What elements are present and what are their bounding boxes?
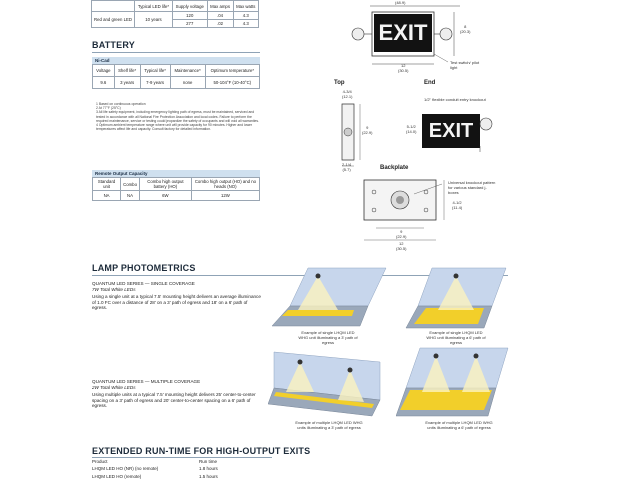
exit-text: EXIT bbox=[378, 20, 428, 45]
time: 1.5 hours bbox=[199, 474, 218, 479]
dim-value: 9 bbox=[366, 125, 369, 130]
end-view-label: End bbox=[424, 80, 436, 86]
th-amps: Max amps bbox=[207, 1, 233, 12]
note: 2 At 77°F (25°C) bbox=[96, 106, 121, 111]
backplate-label: Backplate bbox=[380, 165, 409, 171]
product: LHQM LED HO (NR) (no remote) bbox=[92, 466, 159, 471]
photometrics-title: LAMP PHOTOMETRICS bbox=[92, 263, 196, 273]
th: Standard unit bbox=[93, 178, 121, 191]
note: 3 All life safety equipment, including emergency lighting path of egress, must be maintained, serviced and tested in accordance with all National Fire Protection Association and local codes. Failure to perform the required maintenance, service or testing could jeopardize the safety of occupants and will void all warranties. bbox=[96, 110, 260, 123]
dim-value: (12.1) bbox=[342, 94, 353, 99]
cell: 4.3 bbox=[233, 12, 258, 20]
bp-w2-dim bbox=[396, 241, 406, 251]
test-switch-label: Test switch/ pilot light bbox=[450, 60, 480, 70]
photometric-illustration-multi-3ft bbox=[268, 348, 386, 418]
top-d1-dim bbox=[342, 89, 352, 99]
cell: .02 bbox=[207, 20, 233, 28]
cell: 12W bbox=[191, 191, 259, 201]
runtime-header bbox=[92, 459, 272, 465]
end-h-dim bbox=[406, 124, 416, 134]
row-life: 10 years bbox=[135, 12, 173, 28]
single-sub: 7W Total White LEDs bbox=[92, 287, 136, 292]
runtime-title: EXTENDED RUN-TIME FOR HIGH-OUTPUT EXITS bbox=[92, 446, 311, 456]
dim-value: 8 bbox=[464, 24, 467, 29]
caption-3: Example of multiple LHQM LED WHG units illuminating a 3' path of egress bbox=[295, 420, 363, 430]
single-title: QUANTUM LED SERIES — SINGLE COVERAGE bbox=[92, 281, 195, 286]
th: Shelf life* bbox=[114, 65, 140, 77]
front-height-dim bbox=[460, 24, 470, 34]
dim-value: 12 bbox=[401, 63, 406, 68]
multi-desc: Using multiple units at a typical 7.5' mounting height delivers 25' center-to-center spacing on a 3' path of egress and 20' center-to-center spacing on a 6' path of egress. bbox=[92, 392, 256, 409]
top-spec-table bbox=[91, 0, 259, 28]
remote-output-table bbox=[92, 170, 260, 201]
cell: 120 bbox=[172, 12, 207, 20]
th: Maintenance* bbox=[170, 65, 205, 77]
note: 1 Based on continuous operation bbox=[96, 102, 146, 106]
cell: 3 years bbox=[114, 77, 140, 89]
dim-value: (22.9) bbox=[396, 234, 407, 239]
dim-value: 4-1/2 bbox=[452, 200, 462, 205]
th: Typical life* bbox=[140, 65, 170, 77]
top-d2-dim bbox=[342, 162, 351, 172]
knockout-note: 1/2" flexible conduit entry knockout bbox=[424, 97, 486, 102]
dim-value: 5-1/2 bbox=[406, 124, 416, 129]
top-view-label: Top bbox=[334, 80, 345, 86]
single-desc: Using a single unit at a typical 7.5' mounting height delivers an average illuminance of 1.0 FC over a distance of 28' on a 3' path of egress and 18' on a 6' path of egress. bbox=[92, 294, 261, 311]
bp-w1-dim bbox=[396, 229, 406, 239]
runtime-rule bbox=[92, 457, 272, 458]
cell: 277 bbox=[172, 20, 207, 28]
th: Voltage bbox=[93, 65, 115, 77]
th: Optimum temperature* bbox=[205, 65, 259, 77]
dim-value: (22.9) bbox=[362, 130, 373, 135]
time: 1.8 hours bbox=[199, 466, 218, 471]
th-life: Typical LED life* bbox=[135, 1, 173, 12]
cell: NA bbox=[93, 191, 121, 201]
photometric-illustration-single-6ft bbox=[404, 266, 508, 330]
end-view-heads bbox=[476, 112, 496, 152]
cell: 4.3 bbox=[233, 20, 258, 28]
dim-value: (20.3) bbox=[460, 29, 471, 34]
dim-value: 2-1/4 bbox=[342, 162, 352, 167]
caption-4: Example of multiple LHQM LED WHG units illuminating a 6' path of egress bbox=[425, 420, 493, 430]
multi-title: QUANTUM LED SERIES — MULTIPLE COVERAGE bbox=[92, 379, 201, 384]
col-runtime: Run time bbox=[199, 459, 218, 464]
th: Combo high output (HO) and no heads (NO) bbox=[191, 178, 259, 191]
end-exit-face bbox=[422, 114, 480, 148]
caption-2: Example of single LHQM LED WHG unit illuminating a 6' path of egress bbox=[426, 330, 486, 345]
battery-notes bbox=[96, 102, 260, 131]
cell: .04 bbox=[207, 12, 233, 20]
dim-value: (11.4) bbox=[452, 205, 463, 210]
multiple-coverage-block bbox=[92, 379, 262, 409]
col-product: Product bbox=[92, 459, 108, 464]
battery-title: BATTERY bbox=[92, 40, 135, 50]
single-coverage-block bbox=[92, 281, 262, 311]
product: LHQM LED HO (remote) bbox=[92, 474, 142, 479]
dim-value: (5.7) bbox=[342, 167, 351, 172]
dim-value: (30.5) bbox=[398, 68, 409, 73]
cell: none bbox=[170, 77, 205, 89]
runtime-row-2 bbox=[92, 474, 272, 480]
battery-table bbox=[92, 57, 260, 89]
top-h-dim bbox=[362, 125, 372, 135]
note: 4 Optimum ambient temperature range where unit will provide capacity for 90 minutes. Higher and lower temperatures affect life and capacity. Consult factory for detailed information. bbox=[96, 123, 253, 132]
multi-sub: 2W Total White LEDs bbox=[92, 385, 136, 390]
dim-value: (14.0) bbox=[406, 129, 417, 134]
th: Combo high output battery (HO) bbox=[139, 178, 191, 191]
th-voltage: Supply voltage bbox=[172, 1, 207, 12]
cell: 7-9 years bbox=[140, 77, 170, 89]
battery-rule bbox=[92, 52, 260, 53]
caption-1: Example of single LHQM LED WHG unit illuminating a 3' path of egress bbox=[298, 330, 358, 345]
cell: 6W bbox=[139, 191, 191, 201]
cell: 50-104°F (10-40°C) bbox=[205, 77, 259, 89]
th-watts: Max watts bbox=[233, 1, 258, 12]
photometric-illustration-multi-6ft bbox=[396, 346, 510, 418]
battery-table-title: Ni-Cad bbox=[92, 57, 260, 64]
universal-knockout-note: Universal knockout pattern for various standard j-boxes bbox=[448, 180, 496, 195]
dim-value: 4-3/4 bbox=[342, 89, 352, 94]
cell: NA bbox=[121, 191, 140, 201]
exit-text: EXIT bbox=[428, 119, 474, 142]
dim-value: (30.5) bbox=[396, 246, 407, 251]
front-exit-face bbox=[374, 14, 432, 52]
front-width-dim: (48.9) bbox=[395, 0, 406, 5]
th: Combo bbox=[121, 178, 140, 191]
cell: 9.6 bbox=[93, 77, 115, 89]
dim-value: 9 bbox=[400, 229, 403, 234]
runtime-row-1 bbox=[92, 466, 272, 472]
remote-table-title: Remote Output Capacity bbox=[92, 170, 260, 177]
photometric-illustration-single-3ft bbox=[268, 266, 388, 328]
row-label: Red and green LED bbox=[92, 12, 135, 28]
dim-value: 12 bbox=[399, 241, 404, 246]
bp-h-dim bbox=[452, 200, 462, 210]
front-depth-dim bbox=[398, 63, 408, 73]
